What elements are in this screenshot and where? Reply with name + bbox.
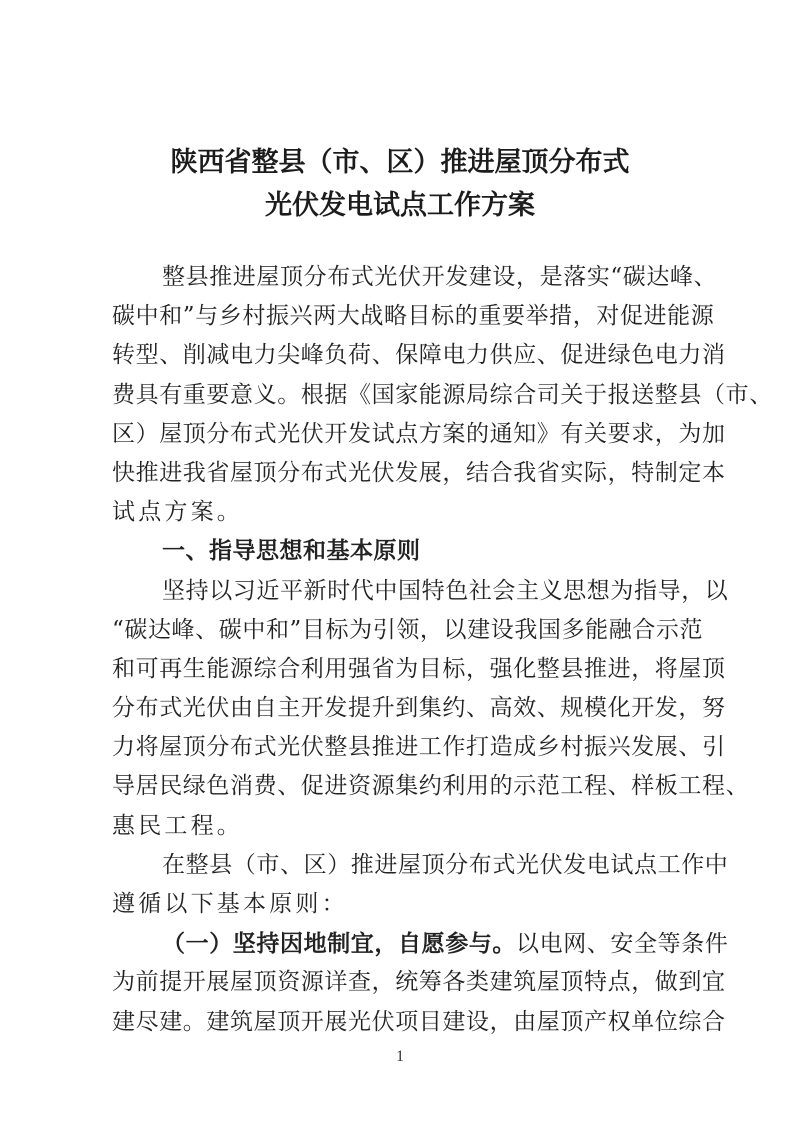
guiding-paragraph-line: 惠民工程。 [112, 812, 243, 839]
document-title-line-1: 陕西省整县（市、区）推进屋顶分布式 [170, 147, 630, 178]
guiding-paragraph-line: 和可再生能源综合利用强省为目标，强化整县推进，将屋顶 [112, 655, 726, 682]
intro-paragraph-line: 费具有重要意义。根据《国家能源局综合司关于报送整县（市、 [112, 381, 773, 408]
intro-paragraph-line: 试点方案。 [112, 499, 243, 526]
guiding-paragraph-line: 坚持以习近平新时代中国特色社会主义思想为指导，以 [162, 577, 729, 604]
principle-1-lead: （一）坚持因地制宜，自愿参与。 [162, 930, 516, 958]
guiding-paragraph-line: “碳达峰、碳中和”目标为引领，以建设我国多能融合示范 [112, 616, 704, 643]
intro-paragraph-line: 整县推进屋顶分布式光伏开发建设，是落实“碳达峰、 [162, 264, 718, 290]
principle-1-line: 为前提开展屋顶资源详查，统筹各类建筑屋顶特点，做到宜 [112, 969, 726, 996]
section-1-heading: 一、指导思想和基本原则 [162, 538, 421, 565]
guiding-paragraph-line: 力将屋顶分布式光伏整县推进工作打造成乡村振兴发展、引 [112, 734, 726, 761]
intro-paragraph-line: 转型、削减电力尖峰负荷、保障电力供应、促进绿色电力消 [112, 342, 726, 369]
page-number: 1 [396, 1048, 404, 1065]
intro-paragraph-line: 碳中和”与乡村振兴两大战略目标的重要举措，对促进能源 [112, 303, 715, 330]
principle-1-text: 以电网、安全等条件 [516, 931, 729, 958]
intro-paragraph-line: 快推进我省屋顶分布式光伏发展，结合我省实际，特制定本 [112, 459, 726, 486]
principle-1-first-line [112, 924, 729, 963]
principles-intro-line: 遵循以下基本原则： [112, 891, 348, 917]
guiding-paragraph-line: 分布式光伏由自主开发提升到集约、高效、规模化开发，努 [112, 695, 726, 722]
principle-1-line: 建尽建。建筑屋顶开展光伏项目建设，由屋顶产权单位综合 [112, 1008, 726, 1035]
document-title-line-2: 光伏发电试点工作方案 [265, 190, 535, 221]
guiding-paragraph-line: 导居民绿色消费、促进资源集约利用的示范工程、样板工程、 [112, 773, 750, 800]
document-body [112, 258, 773, 1042]
principles-intro-line: 在整县（市、区）推进屋顶分布式光伏发电试点工作中 [162, 851, 729, 878]
intro-paragraph-line: 区）屋顶分布式光伏开发试点方案的通知》有关要求，为加 [112, 420, 726, 447]
